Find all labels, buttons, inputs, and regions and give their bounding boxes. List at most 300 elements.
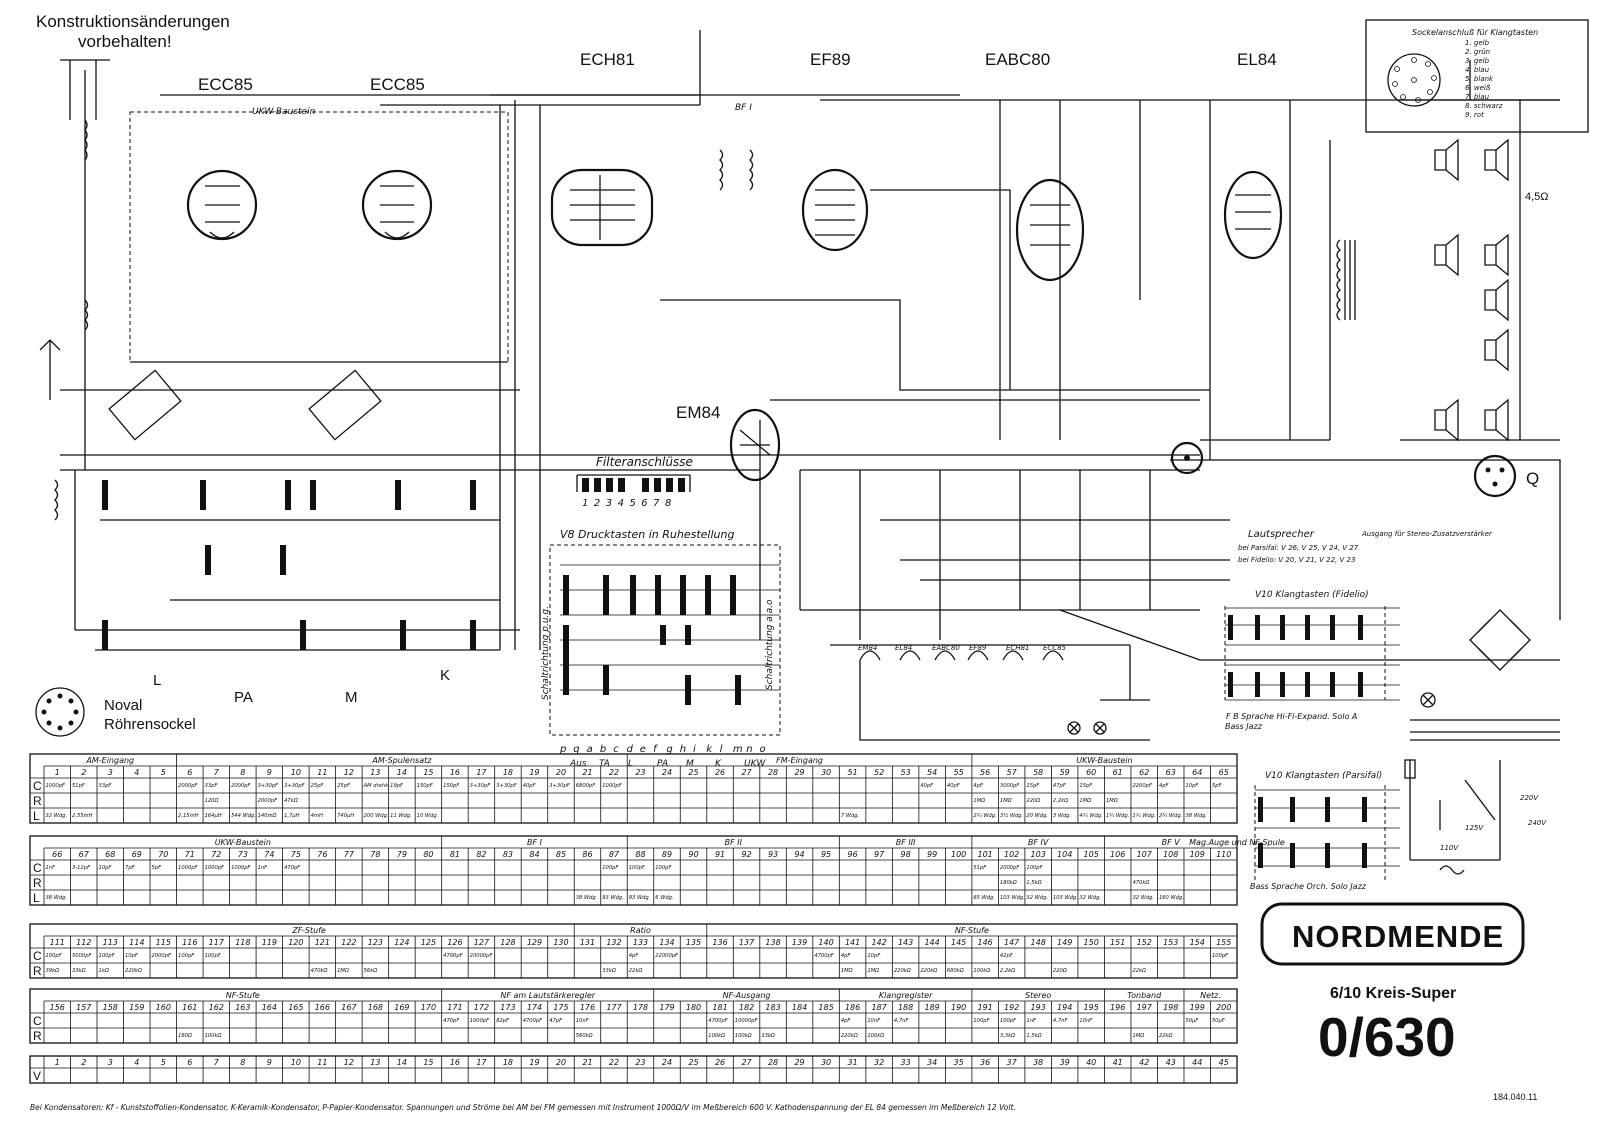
table-group-header: Ratio xyxy=(630,926,651,935)
brand-logo: NORDMENDE xyxy=(1292,919,1505,954)
table-col-number: 153 xyxy=(1163,938,1179,947)
table-col-number: 146 xyxy=(977,938,993,947)
tube-el84 xyxy=(1225,172,1281,258)
table-col-number: 99 xyxy=(927,850,938,859)
table-col-number: 121 xyxy=(314,938,331,947)
table-cell: 4pF xyxy=(1158,783,1169,789)
table-col-number: 182 xyxy=(738,1003,755,1012)
tube-ech81 xyxy=(552,170,652,245)
table-cell: 40pF xyxy=(522,783,536,789)
table-col-number: 53 xyxy=(900,768,911,777)
v8-letter: m xyxy=(732,744,743,755)
table-col-number: 2 xyxy=(81,768,87,777)
table-cell: 100pF xyxy=(1211,953,1229,959)
table-cell: 19pF xyxy=(390,783,404,789)
table-group-header: Stereo xyxy=(1025,991,1052,1000)
table-cell: 140mΩ xyxy=(257,813,277,819)
table-cell: 1¾ Wdg. xyxy=(1132,813,1156,819)
table-cell: 2000pF xyxy=(257,798,278,804)
sockel-color-item: 9. rot xyxy=(1465,111,1484,119)
table-cell: 4pF xyxy=(840,1018,851,1024)
noval-label-2: Röhrensockel xyxy=(104,716,196,733)
table-group-header: BF III xyxy=(895,838,916,847)
band-switch-contacts xyxy=(102,480,476,650)
table-cell: 2000pF xyxy=(231,783,251,789)
table-col-number: 4 xyxy=(134,768,140,777)
table-cell: 3,3kΩ xyxy=(999,1033,1016,1039)
table-col-number: 181 xyxy=(712,1003,728,1012)
table-cell: 50µF xyxy=(1185,1018,1199,1024)
v8-letter: k xyxy=(706,744,713,755)
table-cell: 4pF xyxy=(628,953,639,959)
table-col-number: 11 xyxy=(317,768,328,777)
table-cell: 2¾ Wdg. xyxy=(1158,813,1183,819)
table-cell: AM drehk. xyxy=(363,783,390,789)
table-col-number: 58 xyxy=(1033,768,1044,777)
table-col-number: 23 xyxy=(635,768,646,777)
table-col-number: 20 xyxy=(555,768,567,777)
table-cell: 1kΩ xyxy=(98,968,109,974)
table-col-number: 26 xyxy=(714,768,726,777)
table-col-number: 113 xyxy=(102,938,118,947)
table-col-number: 149 xyxy=(1057,938,1073,947)
table-cell: 39kΩ xyxy=(45,968,60,974)
table-cell: 10pF xyxy=(98,865,112,871)
table-row-code: R xyxy=(33,1029,42,1043)
parts-tables xyxy=(30,754,1285,1083)
table-col-number: 6 xyxy=(187,768,193,777)
table-group-header: Klangregister xyxy=(878,991,933,1000)
table-col-number: 190 xyxy=(950,1003,967,1012)
table-cell: 20 Wdg. xyxy=(1026,813,1049,819)
ferrite-antennas xyxy=(109,370,381,439)
table-cell: 100kΩ xyxy=(708,1033,726,1039)
table-col-number: 180 xyxy=(685,1003,702,1012)
table-col-number: 21 xyxy=(582,1058,593,1067)
table-col-number: 148 xyxy=(1030,938,1046,947)
table-cell: 100kΩ xyxy=(204,1033,222,1039)
table-row-code: C xyxy=(33,779,42,793)
sockel-color-item: 1. gelb xyxy=(1465,39,1490,47)
table-cell: 1000pF xyxy=(602,783,622,789)
table-col-number: 30 xyxy=(820,1058,832,1067)
table-cell: 56kΩ xyxy=(363,968,378,974)
table-col-number: 72 xyxy=(211,850,222,859)
table-col-number: 62 xyxy=(1139,768,1150,777)
table-col-number: 18 xyxy=(502,768,514,777)
table-col-number: 22 xyxy=(608,768,620,777)
table-col-number: 20 xyxy=(555,1058,567,1067)
table-col-number: 43 xyxy=(1165,1058,1176,1067)
table-cell: 680kΩ xyxy=(946,968,964,974)
table-cell: 15pF xyxy=(1079,783,1093,789)
table-col-number: 169 xyxy=(394,1003,410,1012)
table-cell: 5pF xyxy=(151,865,162,871)
table-col-number: 194 xyxy=(1057,1003,1073,1012)
table-cell: 1MΩ xyxy=(337,968,349,974)
table-cell: 3+30pF xyxy=(257,783,279,789)
heater-tube-label: ECC85 xyxy=(1043,644,1067,652)
table-col-number: 42 xyxy=(1139,1058,1150,1067)
table-col-number: 29 xyxy=(794,1058,805,1067)
table-cell: 32 Wdg. xyxy=(1026,895,1049,901)
table-col-number: 122 xyxy=(341,938,357,947)
table-cell: 1,5kΩ xyxy=(1026,1033,1042,1039)
table-col-number: 167 xyxy=(341,1003,357,1012)
table-col-number: 6 xyxy=(187,1058,193,1067)
table-cell: 10nF xyxy=(867,1018,881,1024)
table-cell: 3000pF xyxy=(999,783,1020,789)
table-cell: 47pF xyxy=(1052,783,1066,789)
table-col-number: 152 xyxy=(1136,938,1152,947)
table-cell: 2200pF xyxy=(1132,783,1152,789)
table-col-number: 132 xyxy=(606,938,622,947)
sockel-title: Sockelanschluß für Klangtasten xyxy=(1412,28,1539,37)
table-col-number: 191 xyxy=(977,1003,993,1012)
table-row-code: C xyxy=(33,861,42,875)
noval-socket-icon xyxy=(36,688,84,736)
table-cell: 22000pF xyxy=(655,953,679,959)
table-col-number: 75 xyxy=(290,850,301,859)
table-cell: 2¾ Wdg. xyxy=(973,813,997,819)
v8-key-name: M xyxy=(686,759,694,769)
table-col-number: 192 xyxy=(1004,1003,1020,1012)
table-group-header: Mag.Auge und NF-Spule xyxy=(1189,838,1285,847)
lautsprecher-fidelio: bei Fidelio: V 20, V 21, V 22, V 23 xyxy=(1238,556,1356,564)
v10-parsifal-keys: Bass Sprache Orch. Solo Jazz xyxy=(1250,882,1366,891)
table-col-number: 9 xyxy=(266,1058,272,1067)
table-col-number: 178 xyxy=(632,1003,649,1012)
table-col-number: 11 xyxy=(317,1058,328,1067)
table-group-header: AM-Spulensatz xyxy=(372,756,432,765)
table-cell: 5pF xyxy=(1211,783,1222,789)
table-cell: 65 Wdg. xyxy=(973,895,996,901)
table-cell: 100pF xyxy=(655,865,672,871)
table-cell: 1MΩ xyxy=(1079,798,1092,804)
table-col-number: 82 xyxy=(476,850,487,859)
v8-title: V8 Drucktasten in Ruhestellung xyxy=(560,528,735,541)
table-col-number: 64 xyxy=(1192,768,1203,777)
table-col-number: 8 xyxy=(240,1058,246,1067)
table-col-number: 200 xyxy=(1216,1003,1232,1012)
table-col-number: 35 xyxy=(953,1058,964,1067)
table-col-number: 28 xyxy=(767,1058,779,1067)
bf1-label: BF I xyxy=(735,103,752,113)
table-col-number: 130 xyxy=(553,938,569,947)
table-col-number: 87 xyxy=(608,850,620,859)
table-col-number: 3 xyxy=(107,768,113,777)
table-group-header: BF I xyxy=(526,838,542,847)
table-col-number: 137 xyxy=(738,938,755,947)
table-col-number: 185 xyxy=(818,1003,834,1012)
table-col-number: 103 xyxy=(1030,850,1046,859)
table-col-number: 85 xyxy=(555,850,567,859)
lautsprecher-parsifal: bei Parsifal: V 26, V 25, V 24, V 27 xyxy=(1238,544,1359,552)
table-col-number: 15 xyxy=(423,768,434,777)
table-col-number: 36 xyxy=(980,1058,991,1067)
table-row-code: L xyxy=(33,809,40,823)
table-cell: 40pF xyxy=(920,783,934,789)
table-col-number: 120 xyxy=(288,938,304,947)
table-col-number: 26 xyxy=(714,1058,726,1067)
table-col-number: 124 xyxy=(394,938,410,947)
table-col-number: 142 xyxy=(871,938,887,947)
heater-string xyxy=(860,651,1106,734)
table-col-number: 14 xyxy=(396,1058,407,1067)
table-col-number: 18 xyxy=(502,1058,514,1067)
table-col-number: 158 xyxy=(102,1003,118,1012)
table-col-number: 68 xyxy=(105,850,116,859)
noval-label-1: Noval xyxy=(104,697,143,714)
table-cell: 5000pF xyxy=(72,953,92,959)
table-col-number: 102 xyxy=(1004,850,1020,859)
table-cell: 100pF xyxy=(204,953,221,959)
table-col-number: 76 xyxy=(317,850,328,859)
table-group-header: NF-Stufe xyxy=(954,926,989,935)
table-cell: 3+30pF xyxy=(469,783,491,789)
table-col-number: 14 xyxy=(396,768,407,777)
table-col-number: 25 xyxy=(688,768,699,777)
table-cell: 470kΩ xyxy=(1132,880,1150,886)
table-cell: 47kΩ xyxy=(284,798,298,804)
table-col-number: 3 xyxy=(107,1058,113,1067)
table-col-number: 138 xyxy=(765,938,781,947)
table-col-number: 7 xyxy=(213,768,219,777)
table-group-header: AM-Eingang xyxy=(86,756,135,765)
table-col-number: 116 xyxy=(182,938,198,947)
v10-fidelio-switches xyxy=(1225,606,1400,700)
table-cell: 6800pF xyxy=(575,783,596,789)
table-cell: 32 Wdg. xyxy=(1132,895,1155,901)
v8-key-name: PA xyxy=(657,759,669,769)
table-cell: 220kΩ xyxy=(920,968,938,974)
table-col-number: 1 xyxy=(54,1058,60,1067)
table-col-number: 80 xyxy=(423,850,434,859)
table-cell: 1000pF xyxy=(204,865,225,871)
table-col-number: 16 xyxy=(449,768,461,777)
v8-key-name: UKW xyxy=(744,759,766,769)
model-number: 0/630 xyxy=(1318,1006,1456,1068)
table-cell: 100pF xyxy=(999,1018,1017,1024)
table-cell: 220Ω xyxy=(1052,968,1067,974)
table-cell: 560kΩ xyxy=(575,1033,593,1039)
table-cell: 1,5kΩ xyxy=(1026,880,1042,886)
sockel-color-item: 2. grün xyxy=(1465,48,1491,56)
table-cell: 20000pF xyxy=(469,953,493,959)
table-group-header: BF II xyxy=(724,838,742,847)
tube-label-eabc80: EABC80 xyxy=(985,50,1051,69)
table-cell: 32 Wdg. xyxy=(1079,895,1102,901)
table-col-number: 159 xyxy=(129,1003,145,1012)
table-col-number: 66 xyxy=(52,850,63,859)
table-col-number: 133 xyxy=(632,938,649,947)
table-cell: 100pF xyxy=(1026,865,1043,871)
v8-key-letters xyxy=(559,744,766,755)
table-col-number: 123 xyxy=(367,938,384,947)
heater-tube-label: EM84 xyxy=(858,644,878,652)
table-col-number: 33 xyxy=(900,1058,911,1067)
heater-tube-label: EF89 xyxy=(969,644,987,652)
table-col-number: 17 xyxy=(476,768,487,777)
table-col-number: 95 xyxy=(820,850,832,859)
table-col-number: 52 xyxy=(874,768,885,777)
table-cell: 100pF xyxy=(98,953,115,959)
table-cell: 103 Wdg. xyxy=(1052,895,1078,901)
table-cell: 38 Wdg. xyxy=(45,895,68,901)
table-cell: 470kΩ xyxy=(310,968,328,974)
table-col-number: 107 xyxy=(1136,850,1152,859)
table-cell: 1MΩ xyxy=(867,968,880,974)
v8-letter: g xyxy=(666,744,673,755)
table-cell: 7 Wdg. xyxy=(840,813,860,819)
table-cell: 1MΩ xyxy=(973,798,986,804)
v8-letter: e xyxy=(639,744,646,755)
table-col-number: 63 xyxy=(1165,768,1176,777)
table-row-code: C xyxy=(33,1014,42,1028)
table-col-number: 7 xyxy=(213,1058,219,1067)
table-col-number: 162 xyxy=(208,1003,224,1012)
ausgang-label: Ausgang für Stereo-Zusatzverstärker xyxy=(1362,530,1492,538)
table-cell: 180Ω xyxy=(178,1033,192,1039)
model-subtitle: 6/10 Kreis-Super xyxy=(1330,985,1457,1002)
table-col-number: 141 xyxy=(844,938,861,947)
table-cell: 4,7nF xyxy=(1052,1018,1068,1024)
table-col-number: 59 xyxy=(1059,768,1070,777)
table-cell: 33kΩ xyxy=(761,1033,775,1039)
table-col-number: 173 xyxy=(500,1003,516,1012)
table-cell: 1MΩ xyxy=(1132,1033,1145,1039)
table-cell: 4mH xyxy=(310,813,323,819)
table-col-number: 160 xyxy=(155,1003,171,1012)
table-cell: 100pF xyxy=(45,953,62,959)
v10-fidelio-keys2: Bass Jazz xyxy=(1225,722,1262,731)
tube-ef89 xyxy=(803,170,867,250)
table-col-number: 104 xyxy=(1057,850,1073,859)
v8-letter: p xyxy=(560,744,567,755)
table-col-number: 143 xyxy=(897,938,914,947)
v10-fidelio-keys: F B Sprache Hi-Fi-Expand. Solo A xyxy=(1226,712,1358,721)
table-cell: 220Ω xyxy=(1026,798,1041,804)
table-col-number: 56 xyxy=(980,768,991,777)
table-group-header: NF am Lautstärkeregler xyxy=(500,991,596,1000)
table-cell: 1MΩ xyxy=(840,968,853,974)
table-col-number: 40 xyxy=(1086,1058,1097,1067)
table-col-number: 29 xyxy=(794,768,805,777)
table-col-number: 97 xyxy=(874,850,885,859)
table-cell: 22kΩ xyxy=(1158,1033,1173,1039)
table-cell: 470pF xyxy=(443,1018,460,1024)
table-cell: 4700pF xyxy=(814,953,834,959)
v8-key-name: L xyxy=(628,759,634,769)
table-cell: 10000pF xyxy=(734,1018,758,1024)
table-cell: 4700pF xyxy=(522,1018,543,1024)
header-note-line1: Konstruktionsänderungen xyxy=(36,12,230,31)
table-col-number: 79 xyxy=(396,850,407,859)
table-col-number: 131 xyxy=(579,938,596,947)
table-col-number: 106 xyxy=(1110,850,1126,859)
table-col-number: 12 xyxy=(343,1058,354,1067)
table-col-number: 12 xyxy=(343,768,354,777)
table-col-number: 114 xyxy=(129,938,145,947)
netz-voltage: 240V xyxy=(1528,819,1547,827)
table-col-number: 5 xyxy=(160,768,166,777)
table-col-number: 174 xyxy=(526,1003,543,1012)
band-label-L: L xyxy=(153,672,162,689)
table-cell: 1MΩ xyxy=(999,798,1012,804)
table-group-header: BF V xyxy=(1161,838,1180,847)
table-cell: 10pF xyxy=(125,953,138,959)
table-cell: 33kΩ xyxy=(602,968,616,974)
table-col-number: 144 xyxy=(924,938,940,947)
table-cell: 2,2kΩ xyxy=(1052,798,1069,804)
table-cell: 32 Wdg. xyxy=(45,813,68,819)
table-col-number: 147 xyxy=(1004,938,1020,947)
table-col-number: 54 xyxy=(927,768,938,777)
v8-letter: o xyxy=(759,744,766,755)
table-cell: 3-12pF xyxy=(72,865,91,871)
table-col-number: 4 xyxy=(134,1058,140,1067)
tube-label-el84: EL84 xyxy=(1237,50,1277,69)
table-col-number: 155 xyxy=(1216,938,1232,947)
table-col-number: 109 xyxy=(1189,850,1205,859)
table-group-header: UKW-Baustein xyxy=(214,838,271,847)
table-col-number: 187 xyxy=(871,1003,887,1012)
table-col-number: 168 xyxy=(367,1003,384,1012)
table-group-header: FM-Eingang xyxy=(776,756,824,765)
table-col-number: 8 xyxy=(240,768,246,777)
table-cell: 100pF xyxy=(628,865,645,871)
impedance-label: 4,5Ω xyxy=(1525,191,1549,203)
table-col-number: 186 xyxy=(844,1003,861,1012)
table-col-number: 69 xyxy=(131,850,142,859)
table-cell: 25pF xyxy=(310,783,324,789)
sockel-color-item: 5. blank xyxy=(1465,75,1494,83)
table-col-number: 189 xyxy=(924,1003,940,1012)
sockel-socket-icon xyxy=(1388,54,1440,106)
table-col-number: 105 xyxy=(1083,850,1099,859)
table-cell: 22kΩ xyxy=(1132,968,1147,974)
table-cell: 164µH xyxy=(204,813,222,819)
rca-socket-icon xyxy=(1172,443,1202,473)
table-col-number: 83 xyxy=(502,850,514,859)
v8-letter: h xyxy=(679,744,687,755)
table-col-number: 67 xyxy=(78,850,89,859)
table-cell: 1¾ Wdg. xyxy=(1105,813,1130,819)
table-col-number: 89 xyxy=(661,850,673,859)
table-col-number: 134 xyxy=(659,938,675,947)
table-cell: 220kΩ xyxy=(893,968,911,974)
table-col-number: 128 xyxy=(500,938,516,947)
table-row-code: R xyxy=(33,964,42,978)
table-cell: 33pF xyxy=(98,783,112,789)
table-cell: 33pF xyxy=(204,783,218,789)
table-cell: 100pF xyxy=(178,953,195,959)
q-label: Q xyxy=(1526,469,1540,488)
tube-ecc85-b xyxy=(363,171,431,239)
table-col-number: 5 xyxy=(160,1058,166,1067)
inductor-group xyxy=(55,120,1355,520)
table-group-header: Netz. xyxy=(1200,991,1221,1000)
table-col-number: 45 xyxy=(1218,1058,1229,1067)
table-col-number: 22 xyxy=(608,1058,620,1067)
v10-parsifal-title: V10 Klangtasten (Parsifal) xyxy=(1265,771,1383,781)
table-col-number: 30 xyxy=(820,768,832,777)
tube-eabc80 xyxy=(1017,180,1083,280)
table-cell: 22kΩ xyxy=(628,968,643,974)
table-cell: 103 Wdg. xyxy=(999,895,1025,901)
table-cell: 150pF xyxy=(416,783,433,789)
table-col-number: 74 xyxy=(264,850,275,859)
